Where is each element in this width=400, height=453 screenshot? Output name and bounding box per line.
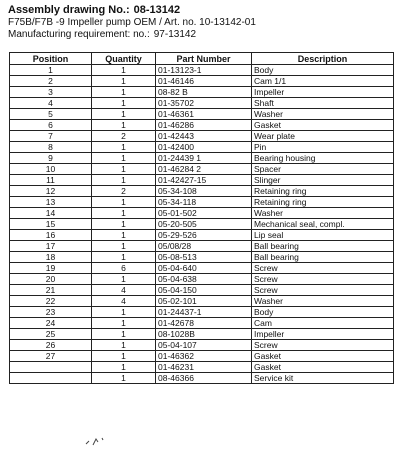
cell-part-number: 01-46286 — [156, 120, 252, 131]
cell-description: Gasket — [252, 351, 394, 362]
cell-description: Gasket — [252, 120, 394, 131]
cell-position: 26 — [10, 340, 92, 351]
cell-position: 2 — [10, 76, 92, 87]
cell-part-number: 05-08-513 — [156, 252, 252, 263]
document-header — [8, 4, 392, 41]
table-row — [10, 263, 394, 274]
table-row — [10, 362, 394, 373]
cell-part-number: 01-42400 — [156, 142, 252, 153]
cell-description: Cam 1/1 — [252, 76, 394, 87]
cell-part-number: 01-46362 — [156, 351, 252, 362]
cell-description: Spacer — [252, 164, 394, 175]
requirement-label: Manufacturing requirement: no.: — [8, 29, 150, 40]
table-row — [10, 296, 394, 307]
header-quantity: Quantity — [92, 53, 156, 65]
cell-part-number: 05-34-108 — [156, 186, 252, 197]
cell-position: 15 — [10, 219, 92, 230]
cell-quantity: 1 — [92, 153, 156, 164]
cell-quantity: 1 — [92, 142, 156, 153]
table-row — [10, 329, 394, 340]
cell-description: Screw — [252, 274, 394, 285]
cell-position: 20 — [10, 274, 92, 285]
cell-quantity: 1 — [92, 307, 156, 318]
cell-position: 24 — [10, 318, 92, 329]
cell-quantity: 1 — [92, 241, 156, 252]
cell-quantity: 1 — [92, 230, 156, 241]
cell-description: Gasket — [252, 362, 394, 373]
cell-quantity: 2 — [92, 131, 156, 142]
cell-part-number: 01-42678 — [156, 318, 252, 329]
cell-quantity: 1 — [92, 373, 156, 384]
cell-description: Mechanical seal, compl. — [252, 219, 394, 230]
cell-part-number: 05-02-101 — [156, 296, 252, 307]
cell-description: Impeller — [252, 329, 394, 340]
cell-description: Service kit — [252, 373, 394, 384]
table-row — [10, 65, 394, 76]
table-row — [10, 219, 394, 230]
cell-part-number: 05-04-640 — [156, 263, 252, 274]
cell-quantity: 1 — [92, 76, 156, 87]
table-row — [10, 98, 394, 109]
table-row — [10, 274, 394, 285]
cell-description: Lip seal — [252, 230, 394, 241]
cell-part-number: 05-01-502 — [156, 208, 252, 219]
cell-part-number: 05-34-118 — [156, 197, 252, 208]
cell-position: 11 — [10, 175, 92, 186]
cell-description: Wear plate — [252, 131, 394, 142]
cell-quantity: 1 — [92, 219, 156, 230]
cell-part-number: 01-46284 2 — [156, 164, 252, 175]
cell-position: 18 — [10, 252, 92, 263]
assembly-drawing-title — [8, 4, 392, 17]
table-row — [10, 252, 394, 263]
cell-position: 25 — [10, 329, 92, 340]
cell-quantity: 1 — [92, 175, 156, 186]
cell-description: Slinger — [252, 175, 394, 186]
cell-quantity: 1 — [92, 98, 156, 109]
cell-position: 27 — [10, 351, 92, 362]
cell-position: 5 — [10, 109, 92, 120]
cell-part-number: 01-46231 — [156, 362, 252, 373]
cell-description: Retaining ring — [252, 186, 394, 197]
cell-position: 1 — [10, 65, 92, 76]
cell-quantity: 1 — [92, 65, 156, 76]
cell-quantity: 1 — [92, 329, 156, 340]
cell-quantity: 1 — [92, 318, 156, 329]
cell-part-number: 01-13123-1 — [156, 65, 252, 76]
pen-mark-decoration — [84, 432, 124, 448]
table-row — [10, 373, 394, 384]
cell-position: 6 — [10, 120, 92, 131]
cell-part-number: 01-24439 1 — [156, 153, 252, 164]
cell-part-number: 05/08/28 — [156, 241, 252, 252]
cell-description: Ball bearing — [252, 241, 394, 252]
cell-part-number: 08-46366 — [156, 373, 252, 384]
cell-description: Body — [252, 65, 394, 76]
title-label: Assembly drawing No.: — [8, 4, 130, 16]
cell-description: Screw — [252, 340, 394, 351]
product-line: F75B/F7B -9 Impeller pump OEM / Art. no. 10-13142-01 — [8, 17, 256, 28]
cell-quantity: 1 — [92, 252, 156, 263]
cell-quantity: 1 — [92, 351, 156, 362]
cell-description: Ball bearing — [252, 252, 394, 263]
cell-quantity: 1 — [92, 362, 156, 373]
cell-position: 23 — [10, 307, 92, 318]
header-description: Description — [252, 53, 394, 65]
cell-quantity: 1 — [92, 208, 156, 219]
parts-table — [9, 52, 394, 384]
table-row — [10, 307, 394, 318]
cell-position: 22 — [10, 296, 92, 307]
cell-description: Body — [252, 307, 394, 318]
table-row — [10, 175, 394, 186]
parts-table-body — [10, 65, 394, 384]
table-row — [10, 197, 394, 208]
cell-position: 13 — [10, 197, 92, 208]
cell-position: 12 — [10, 186, 92, 197]
cell-quantity: 1 — [92, 164, 156, 175]
cell-quantity: 4 — [92, 285, 156, 296]
cell-part-number: 05-29-526 — [156, 230, 252, 241]
cell-quantity: 1 — [92, 274, 156, 285]
table-row — [10, 142, 394, 153]
table-row — [10, 230, 394, 241]
cell-description: Cam — [252, 318, 394, 329]
cell-part-number: 01-46361 — [156, 109, 252, 120]
cell-position: 14 — [10, 208, 92, 219]
cell-part-number: 05-20-505 — [156, 219, 252, 230]
cell-part-number: 08-82 B — [156, 87, 252, 98]
manufacturing-requirement — [8, 29, 392, 41]
table-row — [10, 87, 394, 98]
requirement-number: 97-13142 — [153, 29, 197, 40]
cell-description: Washer — [252, 109, 394, 120]
table-row — [10, 208, 394, 219]
cell-position: 4 — [10, 98, 92, 109]
cell-quantity: 1 — [92, 87, 156, 98]
cell-quantity: 4 — [92, 296, 156, 307]
table-row — [10, 285, 394, 296]
cell-quantity: 1 — [92, 197, 156, 208]
table-row — [10, 340, 394, 351]
cell-description: Impeller — [252, 87, 394, 98]
cell-position: 3 — [10, 87, 92, 98]
cell-part-number: 01-42443 — [156, 131, 252, 142]
table-header-row — [10, 53, 394, 65]
table-row — [10, 351, 394, 362]
table-row — [10, 109, 394, 120]
table-row — [10, 131, 394, 142]
cell-quantity: 2 — [92, 186, 156, 197]
table-row — [10, 318, 394, 329]
cell-description: Screw — [252, 263, 394, 274]
cell-description: Shaft — [252, 98, 394, 109]
table-row — [10, 120, 394, 131]
table-row — [10, 186, 394, 197]
cell-description: Retaining ring — [252, 197, 394, 208]
cell-position: 10 — [10, 164, 92, 175]
cell-description: Screw — [252, 285, 394, 296]
cell-part-number: 01-42427-15 — [156, 175, 252, 186]
header-part-number: Part Number — [156, 53, 252, 65]
assembly-drawing-number: 08-13142 — [133, 4, 181, 16]
cell-position: 8 — [10, 142, 92, 153]
cell-description: Washer — [252, 208, 394, 219]
cell-position: 17 — [10, 241, 92, 252]
cell-description: Bearing housing — [252, 153, 394, 164]
cell-position: 21 — [10, 285, 92, 296]
cell-quantity: 1 — [92, 340, 156, 351]
table-row — [10, 76, 394, 87]
cell-part-number: 05-04-107 — [156, 340, 252, 351]
cell-part-number: 05-04-150 — [156, 285, 252, 296]
cell-part-number: 01-35702 — [156, 98, 252, 109]
cell-quantity: 1 — [92, 109, 156, 120]
cell-position — [10, 362, 92, 373]
cell-quantity: 1 — [92, 120, 156, 131]
cell-position — [10, 373, 92, 384]
cell-part-number: 05-04-638 — [156, 274, 252, 285]
cell-description: Washer — [252, 296, 394, 307]
cell-position: 16 — [10, 230, 92, 241]
cell-description: Pin — [252, 142, 394, 153]
table-row — [10, 241, 394, 252]
table-row — [10, 153, 394, 164]
cell-part-number: 01-46146 — [156, 76, 252, 87]
cell-position: 19 — [10, 263, 92, 274]
cell-part-number: 08-1028B — [156, 329, 252, 340]
cell-position: 7 — [10, 131, 92, 142]
header-position: Position — [10, 53, 92, 65]
cell-quantity: 6 — [92, 263, 156, 274]
cell-position: 9 — [10, 153, 92, 164]
table-row — [10, 164, 394, 175]
cell-part-number: 01-24437-1 — [156, 307, 252, 318]
